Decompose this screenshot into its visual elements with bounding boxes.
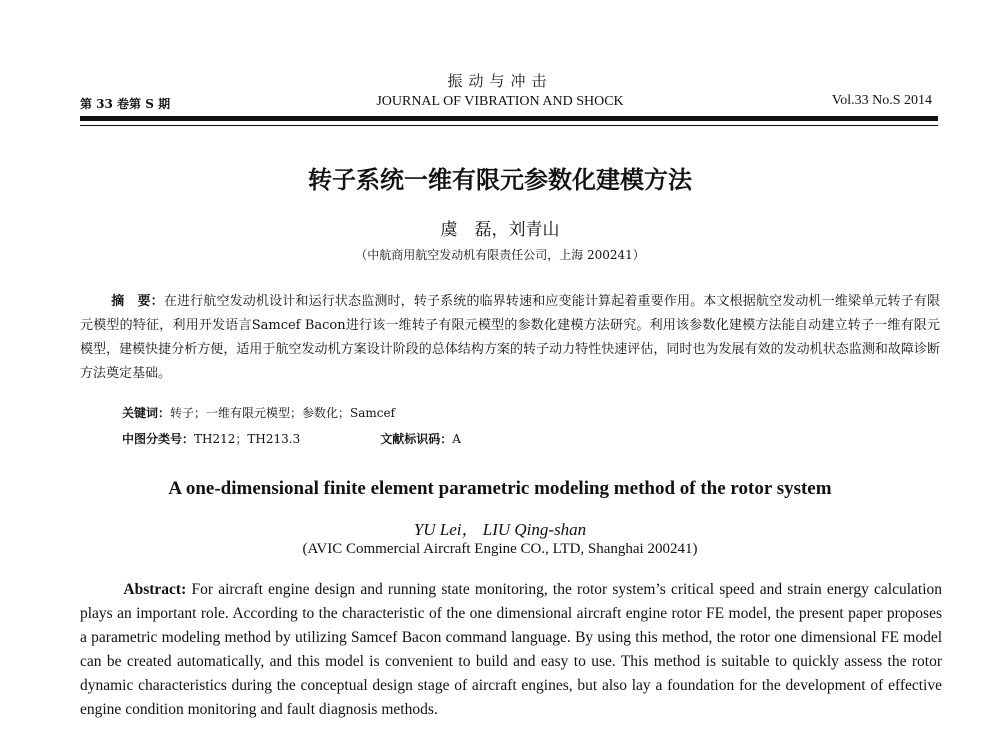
classification-cn — [122, 430, 461, 447]
abstract-en-label: Abstract: — [123, 581, 187, 598]
document-code-label: 文献标识码： — [380, 432, 453, 446]
abstract-en-text: For aircraft engine design and running state monitoring, the rotor system’s critical speed and strain energy calculation plays an important role. According to the characteristic of the one dimensional aircraft engine rotor FE model, the present paper proposes a parametric modeling method by utilizing Samcef Bacon command language. By using this method, the rotor one dimensional FE model can be created automatically, and this model is convenient to build and easy to use. This method is suitable to quickly assess the rotor dynamic characteristics during the conceptual design stage of aircraft engines, but also lay a foundation for the development of effective engine condition monitoring and fault diagnosis methods. — [80, 581, 943, 718]
keywords-cn-label: 关键词： — [122, 406, 171, 420]
journal-title-en: JOURNAL OF VIBRATION AND SHOCK — [376, 94, 624, 109]
abstract-cn — [80, 290, 940, 386]
affiliation-en: (AVIC Commercial Aircraft Engine CO., LTD, Shanghai 200241) — [302, 541, 698, 557]
header-rule-thick — [80, 116, 938, 121]
volume-label: Vol.33 No.S 2014 — [831, 93, 932, 108]
affiliation-cn: （中航商用航空发动机有限责任公司，上海 200241） — [355, 248, 645, 262]
authors-cn: 虞 磊，刘青山 — [440, 220, 560, 240]
issue-label: 第 33 卷第 S 期 — [80, 97, 171, 111]
paper-title-cn: 转子系统一维有限元参数化建模方法 — [308, 166, 692, 194]
abstract-en — [80, 578, 942, 722]
abstract-cn-label: 摘 要： — [111, 294, 164, 309]
keywords-cn — [122, 404, 395, 421]
authors-en: YU Lei， LIU Qing-shan — [413, 520, 587, 539]
document-code-value: A — [452, 432, 461, 446]
paper-title-en: A one-dimensional finite element parametric modeling method of the rotor system — [168, 478, 832, 499]
journal-title-cn: 振动与冲击 — [447, 72, 553, 90]
abstract-cn-text: 在进行航空发动机设计和运行状态监测时，转子系统的临界转速和应变能计算起着重要作用。本文根据航空发动机一维梁单元转子有限元模型的特征，利用开发语言Samcef Bacon进行该一维转子有限元模型的参数化建模方法研究。利用该参数化建模方法能自动建立转子一维有限元模型，建模快捷分析方便，适用于航空发动机方案设计阶段的总体结构方案的转子动力特性快速评估，同时也为发展有效的发动机状态监测和故障诊断方法奠定基础。 — [80, 294, 940, 381]
keywords-cn-text: 转子；一维有限元模型；参数化；Samcef — [170, 406, 396, 420]
header-rule-thin — [80, 125, 938, 126]
classification-label: 中图分类号： — [122, 432, 195, 446]
classification-value: TH212；TH213.3 — [194, 432, 301, 446]
